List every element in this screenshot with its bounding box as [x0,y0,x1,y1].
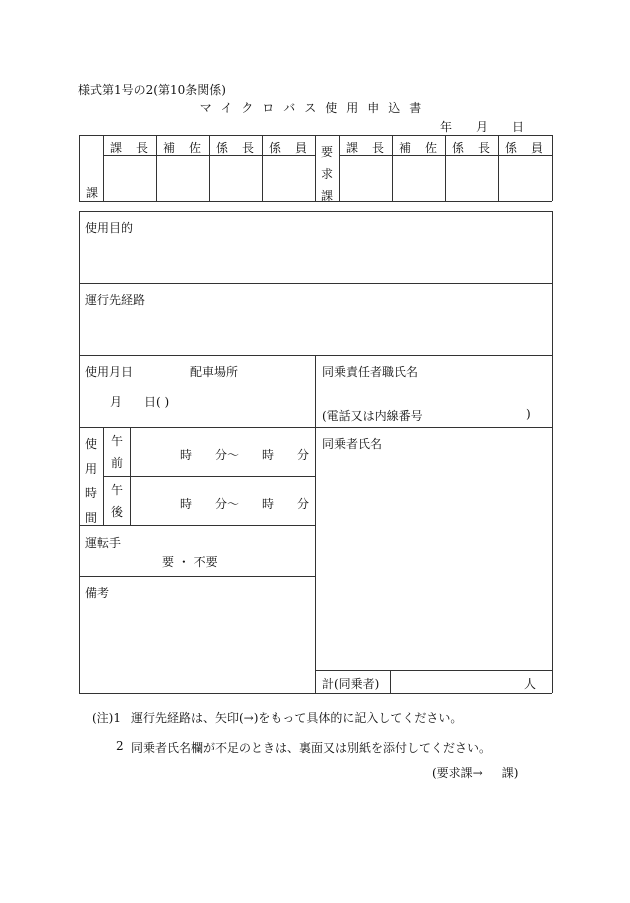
driver-label: 運転手 [85,536,122,550]
day-weekday-label: 日( ) [144,395,170,409]
am-label: 午 前 [110,434,123,470]
pm-minute-to-label: 分 [297,497,310,511]
approval-title: 係 長 [216,141,254,155]
approval-title: 課 長 [110,141,148,155]
date-month-label: 月 [476,120,489,134]
approval-title: 補 佐 [163,141,201,155]
date-day-label: 日 [512,120,525,134]
date-year-label: 年 [440,120,453,134]
am-hour-to-label: 時 [262,448,275,462]
responsible-person-label: 同乗責任者職氏名 [322,365,419,379]
am-hour-label: 時 [180,448,193,462]
am-minute-to-label: 分 [297,448,310,462]
pm-hour-to-label: 時 [262,497,275,511]
total-unit-label: 人 [524,677,537,691]
requesting-section-label: 要 求 課 [320,145,333,203]
phone-label: (電話又は内線番号 [322,409,423,423]
phone-close-paren: ) [526,407,531,421]
passengers-label: 同乗者氏名 [322,437,383,451]
total-passengers-label: 計(同乗者) [322,677,380,691]
approval-title: 係 員 [505,141,543,155]
section-label: 課 [86,186,99,200]
am-minute-from-label: 分〜 [215,448,240,462]
purpose-label: 使用目的 [85,221,134,235]
approval-title: 補 佐 [399,141,437,155]
pickup-location-label: 配車場所 [190,365,239,379]
driver-options: 要 ・ 不要 [162,555,218,569]
use-time-label: 使 用 時 間 [84,437,97,525]
document-title: マイクロバス使用申込書 [199,101,431,115]
use-date-label: 使用月日 [85,365,134,379]
form-number: 様式第1号の2(第10条関係) [78,83,226,97]
requesting-section-footer: (要求課→ 課) [432,766,519,780]
approval-title: 係 長 [452,141,490,155]
approval-title: 係 員 [269,141,307,155]
note-2-text: 同乗者氏名欄が不足のときは、裏面又は別紙を添付してください。 [131,741,492,755]
date-field [440,118,524,135]
approval-title: 課 長 [346,141,384,155]
note-2-mark: 2 [116,739,124,753]
pm-hour-label: 時 [180,497,193,511]
note-1-mark: (注)1 [92,711,121,725]
remarks-label: 備考 [85,586,110,600]
route-label: 運行先経路 [85,293,146,307]
note-1-text: 運行先経路は、矢印(→)をもって具体的に記入してください。 [131,711,463,725]
pm-minute-from-label: 分〜 [215,497,240,511]
pm-label: 午 後 [110,483,123,519]
month-label: 月 [110,395,123,409]
